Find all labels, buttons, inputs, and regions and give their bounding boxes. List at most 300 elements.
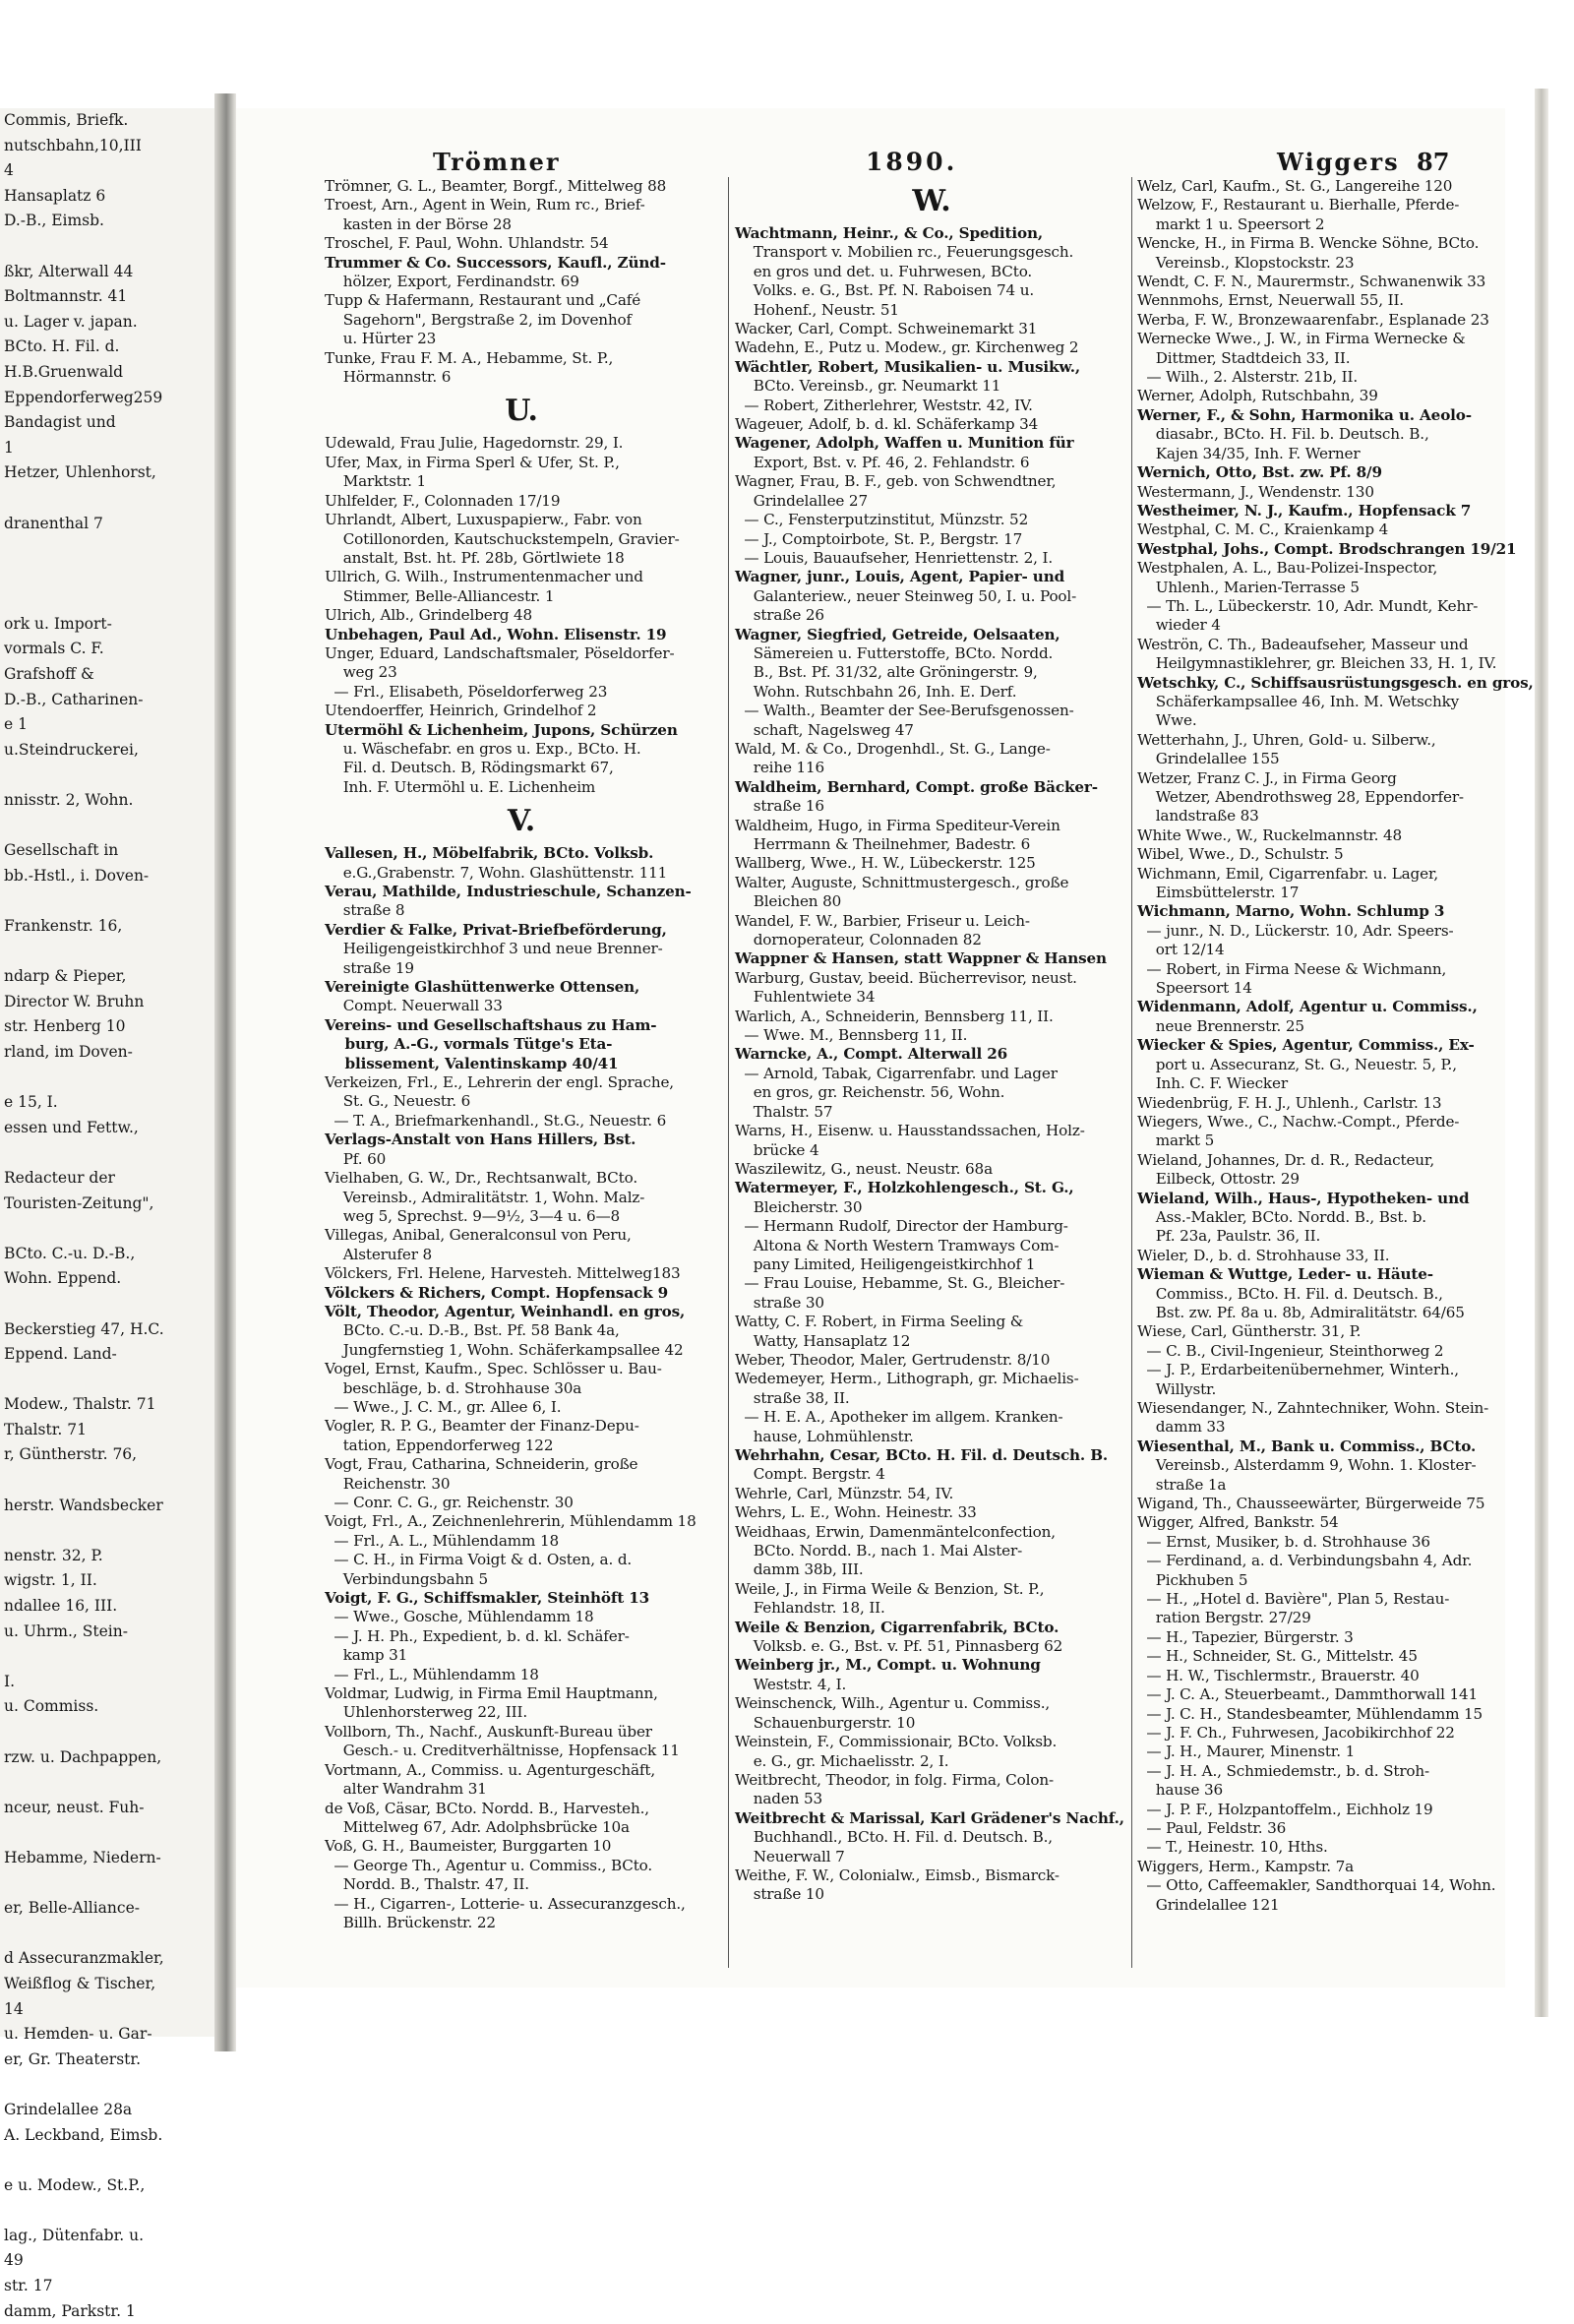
directory-entry-line: damm 38b, III.	[735, 1560, 864, 1579]
directory-entry-line: e. G., gr. Michaelisstr. 2, I.	[735, 1751, 949, 1770]
directory-entry-line: Weidhaas, Erwin, Damenmäntelconfection,	[735, 1522, 1056, 1541]
directory-entry-line: Verkeizen, Frl., E., Lehrerin der engl. Sprache,	[325, 1073, 674, 1092]
directory-entry-line: — Hermann Rudolf, Director der Hamburg-	[735, 1217, 1068, 1236]
page-number: 87	[1417, 148, 1450, 176]
directory-entry-line: Wandel, F. W., Barbier, Friseur u. Leich-	[735, 911, 1030, 930]
page-edge	[1535, 89, 1548, 2017]
directory-entry-line: — Louis, Bauaufseher, Henriettenstr. 2, I.	[735, 548, 1054, 567]
directory-entry-line: diasabr., BCto. H. Fil. b. Deutsch. B.,	[1137, 425, 1429, 444]
directory-entry-line: — Frl., A. L., Mühlendamm 18	[325, 1531, 559, 1550]
directory-entry-line: — C., Fensterputzinstitut, Münzstr. 52	[735, 511, 1029, 529]
directory-entry-line: Wappner & Hansen, statt Wappner & Hansen	[735, 949, 1107, 968]
directory-entry-line: — Otto, Caffeemakler, Sandthorquai 14, Wohn.	[1137, 1876, 1496, 1895]
directory-entry-line: en gros, gr. Reichenstr. 56, Wohn.	[735, 1083, 1005, 1102]
fragment-line: Hansaplatz 6	[4, 186, 106, 205]
directory-entry-line: Weile & Benzion, Cigarrenfabrik, BCto.	[735, 1618, 1059, 1636]
directory-entry-line: hause, Lohmühlenstr.	[735, 1427, 914, 1445]
directory-entry-line: u. Wäschefabr. en gros u. Exp., BCto. H.	[325, 739, 641, 758]
directory-entry-line: weg 23	[325, 663, 397, 682]
directory-entry-line: u. Hürter 23	[325, 330, 437, 348]
directory-entry-line: straße 19	[325, 958, 414, 977]
directory-entry-line: Wageuer, Adolf, b. d. kl. Schäferkamp 34	[735, 415, 1039, 434]
directory-entry-line: blissement, Valentinskamp 40/41	[325, 1054, 619, 1072]
directory-entry-line: Wiecker & Spies, Agentur, Commiss., Ex-	[1137, 1036, 1475, 1055]
letter-heading: V.	[507, 804, 536, 839]
directory-entry-line: Villegas, Anibal, Generalconsul von Peru,	[325, 1226, 632, 1245]
directory-entry-line: Unbehagen, Paul Ad., Wohn. Elisenstr. 19	[325, 625, 667, 643]
directory-entry-line: burg, A.-G., vormals Tütge's Eta-	[325, 1035, 613, 1054]
directory-entry-line: — Wwe., Gosche, Mühlendamm 18	[325, 1608, 594, 1626]
directory-entry-line: Eilbeck, Ottostr. 29	[1137, 1170, 1300, 1189]
directory-entry-line: Dittmer, Stadtdeich 33, II.	[1137, 348, 1351, 367]
directory-entry-line: Weitbrecht, Theodor, in folg. Firma, Colon-	[735, 1770, 1054, 1789]
fragment-line	[4, 536, 222, 562]
directory-column-2	[735, 177, 1128, 1905]
book-gutter	[214, 93, 236, 2051]
directory-entry-line: — J., Comptoirbote, St. P., Bergstr. 17	[735, 529, 1023, 548]
directory-entry-line: kasten in der Börse 28	[325, 214, 512, 233]
directory-entry-line: e.G.,Grabenstr. 7, Wohn. Glashüttenstr. 111	[325, 863, 668, 882]
fragment-line: BCto. H. Fil. d.	[4, 337, 120, 356]
directory-entry-line: Wencke, H., in Firma B. Wencke Söhne, BCto.	[1137, 234, 1480, 253]
directory-entry-line: Troschel, F. Paul, Wohn. Uhlandstr. 54	[325, 234, 609, 253]
directory-entry-line: ort 12/14	[1137, 941, 1225, 959]
directory-column-1	[325, 177, 718, 1932]
directory-entry-line: — Paul, Feldstr. 36	[1137, 1818, 1287, 1837]
directory-entry-line: Wallberg, Wwe., H. W., Lübeckerstr. 125	[735, 854, 1036, 873]
directory-entry-line: Herrmann & Theilnehmer, Badestr. 6	[735, 835, 1031, 853]
directory-entry-line: Cotillonorden, Kautschuckstempeln, Gravier-	[325, 529, 680, 548]
directory-entry-line: hölzer, Export, Ferdinandstr. 69	[325, 273, 579, 291]
directory-entry-line: Export, Bst. v. Pf. 46, 2. Fehlandstr. 6	[735, 453, 1030, 471]
fragment-line: nnisstr. 2, Wohn.	[4, 791, 134, 810]
fragment-line: r, Güntherstr. 76,	[4, 1445, 138, 1464]
directory-entry-line: alter Wandrahm 31	[325, 1780, 487, 1799]
directory-entry-line: Verbindungsbahn 5	[325, 1569, 488, 1588]
directory-entry-line: Wieler, D., b. d. Strohhause 33, II.	[1137, 1246, 1390, 1264]
directory-entry-line: Sämereien u. Futterstoffe, BCto. Nordd.	[735, 643, 1054, 662]
directory-entry-line: Weinberg jr., M., Compt. u. Wohnung	[735, 1656, 1041, 1675]
directory-entry-line: — H. E. A., Apotheker im allgem. Kranken-	[735, 1408, 1063, 1427]
directory-entry-line: Tupp & Hafermann, Restaurant und „Café	[325, 291, 641, 310]
fragment-line: e 1	[4, 715, 28, 734]
directory-entry-line: kamp 31	[325, 1646, 408, 1665]
directory-entry-line: Welz, Carl, Kaufm., St. G., Langereihe 120	[1137, 177, 1453, 195]
directory-entry-line: beschläge, b. d. Strohhause 30a	[325, 1378, 582, 1397]
directory-entry-line: Compt. Bergstr. 4	[735, 1465, 885, 1484]
directory-entry-line: Wetschky, C., Schiffsausrüstungsgesch. en gros,	[1137, 673, 1534, 692]
letter-heading: W.	[912, 184, 951, 218]
directory-entry-line: Wehrs, L. E., Wohn. Heinestr. 33	[735, 1503, 977, 1522]
directory-entry-line: landstraße 83	[1137, 807, 1259, 826]
directory-entry-line: Wennmohs, Ernst, Neuerwall 55, II.	[1137, 291, 1404, 310]
directory-entry-line: en gros und det. u. Fuhrwesen, BCto.	[735, 262, 1033, 280]
directory-entry-line: Wieland, Wilh., Haus-, Hypotheken- und	[1137, 1189, 1470, 1207]
directory-entry-line: — Conr. C. G., gr. Reichenstr. 30	[325, 1494, 574, 1511]
directory-entry-line: — Walth., Beamter der See-Berufsgenossen-	[735, 702, 1074, 720]
fragment-line: Beckerstieg 47, H.C.	[4, 1319, 164, 1338]
directory-entry-line: — Frl., Elisabeth, Pöseldorferweg 23	[325, 682, 608, 701]
directory-entry-line: Widenmann, Adolf, Agentur u. Commiss.,	[1137, 998, 1478, 1016]
directory-entry-line: Werner, Adolph, Rutschbahn, 39	[1137, 387, 1378, 405]
fragment-line: H.B.Gruenwald	[4, 362, 124, 381]
directory-entry-line: Sagehorn", Bergstraße 2, im Dovenhof	[325, 310, 633, 329]
directory-entry-line: pany Limited, Heiligengeistkirchhof 1	[735, 1254, 1036, 1273]
directory-entry-line: Pf. 23a, Paulstr. 36, II.	[1137, 1227, 1321, 1246]
directory-entry-line: Tunke, Frau F. M. A., Hebamme, St. P.,	[325, 348, 614, 367]
directory-entry-line: Bleicherstr. 30	[735, 1197, 863, 1216]
column-divider	[1131, 177, 1132, 1968]
directory-entry-line: — H., „Hotel d. Bavière", Plan 5, Restau-	[1137, 1590, 1450, 1609]
directory-entry-line: wieder 4	[1137, 616, 1221, 635]
directory-entry-line: Watty, C. F. Robert, in Firma Seeling &	[735, 1313, 1024, 1331]
fragment-line: str. 17	[4, 2277, 53, 2295]
directory-entry-line: Unger, Eduard, Landschaftsmaler, Pöseldorfer-	[325, 643, 675, 662]
fragment-line: d Assecuranzmakler,	[4, 1949, 164, 1968]
directory-entry-line: — J. P. F., Holzpantoffelm., Eichholz 19	[1137, 1800, 1433, 1818]
fragment-line: 49	[4, 2251, 24, 2270]
directory-entry-line: Werba, F. W., Bronzewaarenfabr., Esplanade 23	[1137, 310, 1489, 329]
directory-entry-line: Voigt, Frl., A., Zeichnenlehrerin, Mühlendamm 18	[325, 1512, 696, 1531]
directory-entry-line: Wiesenthal, M., Bank u. Commiss., BCto.	[1137, 1437, 1477, 1455]
directory-entry-line: Uhlenh., Marien-Terrasse 5	[1137, 578, 1360, 596]
directory-entry-line: Nordd. B., Thalstr. 47, II.	[325, 1875, 529, 1894]
directory-entry-line: Reichenstr. 30	[325, 1474, 451, 1493]
fragment-line: Hetzer, Uhlenhorst,	[4, 463, 156, 482]
directory-entry-line: BCto. Nordd. B., nach 1. Mai Alster-	[735, 1542, 1023, 1560]
fragment-line: ndallee 16, III.	[4, 1597, 118, 1616]
directory-entry-line: anstalt, Bst. ht. Pf. 28b, Görtlwiete 18	[325, 548, 625, 567]
fragment-line	[4, 814, 222, 839]
fragment-line: Bandagist und	[4, 413, 116, 432]
directory-entry-line: Transport v. Mobilien rc., Feuerungsgesch.	[735, 243, 1074, 262]
directory-entry-line: Weströn, C. Th., Badeaufseher, Masseur und	[1137, 635, 1469, 653]
directory-entry-line: Buchhandl., BCto. H. Fil. d. Deutsch. B.,	[735, 1828, 1053, 1847]
directory-entry-line: Wohn. Rutschbahn 26, Inh. E. Derf.	[735, 682, 1017, 701]
fragment-line: 4	[4, 161, 14, 180]
directory-entry-line: Vereinigte Glashüttenwerke Ottensen,	[325, 978, 640, 997]
directory-entry-line: straße 8	[325, 901, 405, 920]
directory-entry-line: — George Th., Agentur u. Commiss., BCto.	[325, 1856, 653, 1874]
directory-entry-line: Wernich, Otto, Bst. zw. Pf. 8/9	[1137, 463, 1382, 482]
fragment-line: Gesellschaft in	[4, 841, 119, 860]
directory-entry-line: — Th. L., Lübeckerstr. 10, Adr. Mundt, Kehr-	[1137, 596, 1479, 615]
fragment-line: str. Henberg 10	[4, 1017, 126, 1036]
directory-entry-line: — Wwe. M., Bennsberg 11, II.	[735, 1026, 968, 1045]
directory-entry-line: Commiss., BCto. H. Fil. d. Deutsch. B.,	[1137, 1284, 1443, 1303]
directory-entry-line: Voigt, F. G., Schiffsmakler, Steinhöft 13	[325, 1589, 650, 1608]
directory-entry-line: Völckers & Richers, Compt. Hopfensack 9	[325, 1283, 669, 1302]
directory-entry-line: Verau, Mathilde, Industrieschule, Schanzen-	[325, 883, 692, 900]
directory-entry-line: Jungfernstieg 1, Wohn. Schäferkampsallee 42	[325, 1340, 684, 1359]
directory-entry-line: Hörmannstr. 6	[325, 368, 452, 387]
fragment-line: bb.-Hstl., i. Doven-	[4, 866, 150, 885]
directory-entry-line: schaft, Nagelsweg 47	[735, 720, 914, 739]
directory-entry-line: Voldmar, Ludwig, in Firma Emil Hauptmann,	[325, 1684, 658, 1703]
directory-entry-line: Hohenf., Neustr. 51	[735, 300, 899, 319]
directory-entry-line: Wendt, C. F. N., Maurermstr., Schwanenwik 33	[1137, 273, 1486, 291]
fragment-line	[4, 2198, 222, 2224]
directory-entry-line: Vielhaben, G. W., Dr., Rechtsanwalt, BCto.	[325, 1169, 638, 1188]
fragment-line: Grafshoff &	[4, 665, 94, 684]
directory-entry-line: Compt. Neuerwall 33	[325, 997, 503, 1015]
directory-entry-line: — J. C. A., Steuerbeamt., Dammthorwall 141	[1137, 1685, 1479, 1704]
fragment-line: rzw. u. Dachpappen,	[4, 1747, 162, 1766]
directory-entry-line: Weinstein, F., Commissionair, BCto. Volksb.	[735, 1733, 1058, 1751]
directory-entry-line: Wiese, Carl, Güntherstr. 31, P.	[1137, 1322, 1362, 1341]
fragment-line: I.	[4, 1672, 16, 1690]
directory-entry-line: — Frl., L., Mühlendamm 18	[325, 1665, 539, 1683]
directory-entry-line: brücke 4	[735, 1140, 819, 1159]
directory-entry-line: Bleichen 80	[735, 892, 842, 911]
directory-entry-line: Fehlandstr. 18, II.	[735, 1599, 885, 1618]
directory-entry-line: Waszilewitz, G., neust. Neustr. 68a	[735, 1159, 993, 1178]
directory-entry-line: Weile, J., in Firma Weile & Benzion, St. P.,	[735, 1579, 1045, 1598]
directory-entry-line: Wiggers, Herm., Kampstr. 7a	[1137, 1857, 1355, 1875]
fragment-line	[4, 1871, 222, 1897]
fragment-line: 1	[4, 438, 14, 457]
directory-entry-line: port u. Assecuranz, St. G., Neuestr. 5, P.,	[1137, 1055, 1457, 1073]
fragment-line: nutschbahn,10,III	[4, 136, 142, 154]
directory-entry-line: naden 53	[735, 1790, 822, 1808]
directory-entry-line: Willystr.	[1137, 1379, 1217, 1398]
directory-entry-line: Heiligengeistkirchhof 3 und neue Brenner-	[325, 940, 663, 958]
directory-entry-line: Wächtler, Robert, Musikalien- u. Musikw.,	[735, 357, 1081, 376]
fragment-line	[4, 940, 222, 965]
directory-entry-line: Völt, Theodor, Agentur, Weinhandl. en gros,	[325, 1302, 686, 1320]
fragment-line: Wohn. Eppend.	[4, 1269, 122, 1288]
directory-entry-line: Warns, H., Eisenw. u. Hausstandssachen, Holz-	[735, 1122, 1085, 1140]
fragment-line	[4, 2148, 222, 2173]
directory-entry-line: Watermeyer, F., Holzkohlengesch., St. G.,	[735, 1179, 1074, 1197]
fragment-line: e 15, I.	[4, 1093, 58, 1112]
directory-entry-line: Wald, M. & Co., Drogenhdl., St. G., Lange-	[735, 739, 1051, 758]
fragment-line: ork u. Import-	[4, 614, 112, 633]
directory-entry-line: straße 26	[735, 606, 824, 625]
directory-entry-line: Wacker, Carl, Compt. Schweinemarkt 31	[735, 320, 1038, 338]
directory-entry-line: Wagner, Siegfried, Getreide, Oelsaaten,	[735, 625, 1060, 643]
directory-entry-line: — J. C. H., Standesbeamter, Mühlendamm 15	[1137, 1704, 1483, 1723]
directory-entry-line: Stimmer, Belle-Alliancestr. 1	[325, 586, 555, 605]
directory-entry-line: Wagener, Adolph, Waffen u. Munition für	[735, 434, 1074, 453]
directory-entry-line: Wigger, Alfred, Bankstr. 54	[1137, 1513, 1339, 1532]
directory-entry-line: Alsterufer 8	[325, 1245, 433, 1263]
directory-entry-line: — Wwe., J. C. M., gr. Allee 6, I.	[325, 1397, 562, 1416]
fragment-line: e u. Modew., St.P.,	[4, 2175, 146, 2194]
directory-entry-line: — J. P., Erdarbeitenübernehmer, Winterh.,	[1137, 1361, 1459, 1379]
directory-entry-line: Wetzer, Abendrothsweg 28, Eppendorfer-	[1137, 788, 1464, 806]
directory-entry-line: — T. A., Briefmarkenhandl., St.G., Neuestr. 6	[325, 1111, 667, 1130]
directory-entry-line: Verlags-Anstalt von Hans Hillers, Bst.	[325, 1131, 636, 1149]
directory-entry-line: Weitbrecht & Marissal, Karl Grädener's Nachf.,	[735, 1808, 1124, 1827]
fragment-line: dranenthal 7	[4, 514, 103, 532]
fragment-line: er, Gr. Theaterstr.	[4, 2049, 142, 2068]
directory-entry-line: hause 36	[1137, 1781, 1224, 1800]
directory-entry-line: Grindelallee 121	[1137, 1895, 1280, 1914]
directory-entry-line: — C. B., Civil-Ingenieur, Steinthorweg 2	[1137, 1341, 1444, 1360]
directory-entry-line: Vereinsb., Alsterdamm 9, Wohn. 1. Kloster-	[1137, 1456, 1477, 1475]
directory-entry-line: Westphal, Johs., Compt. Brodschrangen 19/21	[1137, 539, 1517, 558]
directory-entry-line: Warncke, A., Compt. Alterwall 26	[735, 1045, 1008, 1064]
fragment-line	[4, 1468, 222, 1494]
directory-entry-line: Walter, Auguste, Schnittmustergesch., große	[735, 873, 1069, 891]
directory-entry-line: Westphalen, A. L., Bau-Polizei-Inspector,	[1137, 559, 1438, 578]
directory-column-3	[1137, 177, 1534, 1915]
fragment-line	[4, 586, 222, 612]
directory-entry-line: straße 38, II.	[735, 1388, 850, 1407]
directory-entry-line: Gesch.- u. Creditverhältnisse, Hopfensack 11	[325, 1742, 680, 1760]
fragment-line	[4, 1066, 222, 1091]
directory-entry-line: Wehrle, Carl, Münzstr. 54, IV.	[735, 1484, 954, 1502]
directory-entry-line: Vogler, R. P. G., Beamter der Finanz-Depu-	[325, 1417, 639, 1436]
directory-entry-line: Wiegers, Wwe., C., Nachw.-Compt., Pferde-	[1137, 1112, 1460, 1131]
directory-entry-line: Vereinsb., Klopstockstr. 23	[1137, 253, 1355, 272]
directory-entry-line: — H., Schneider, St. G., Mittelstr. 45	[1137, 1647, 1418, 1666]
directory-entry-line: markt 5	[1137, 1131, 1215, 1150]
directory-entry-line: Galanteriew., neuer Steinweg 50, I. u. Pool-	[735, 586, 1077, 605]
fragment-line: BCto. C.-u. D.-B.,	[4, 1244, 136, 1262]
directory-entry-line: — Robert, in Firma Neese & Wichmann,	[1137, 959, 1447, 978]
directory-entry-line: ration Bergstr. 27/29	[1137, 1609, 1311, 1627]
fragment-line: Eppend. Land-	[4, 1345, 117, 1364]
directory-entry-line: Werner, F., & Sohn, Harmonika u. Aeolo-	[1137, 405, 1472, 424]
letter-heading: U.	[505, 394, 538, 429]
directory-entry-line: Fil. d. Deutsch. B, Rödingsmarkt 67,	[325, 759, 614, 777]
directory-entry-line: Wetterhahn, J., Uhren, Gold- u. Silberw.,	[1137, 730, 1436, 749]
directory-entry-line: Marktstr. 1	[325, 472, 427, 491]
directory-entry-line: Westphal, C. M. C., Kraienkamp 4	[1137, 520, 1389, 539]
directory-entry-line: Grindelallee 155	[1137, 750, 1280, 768]
directory-entry-line: Wiedenbrüg, F. H. J., Uhlenh., Carlstr. 13	[1137, 1093, 1442, 1112]
directory-entry-line: Ass.-Makler, BCto. Nordd. B., Bst. b.	[1137, 1207, 1426, 1226]
directory-entry-line: Waldheim, Bernhard, Compt. große Bäcker-	[735, 777, 1098, 796]
directory-entry-line: tation, Eppendorferweg 122	[325, 1436, 554, 1454]
directory-entry-line: BCto. C.-u. D.-B., Bst. Pf. 58 Bank 4a,	[325, 1321, 620, 1340]
directory-entry-line: — T., Heinestr. 10, Hths.	[1137, 1838, 1328, 1857]
directory-entry-line: Vogel, Ernst, Kaufm., Spec. Schlösser u. Bau-	[325, 1360, 662, 1378]
directory-entry-line: Wagner, Frau, B. F., geb. von Schwendtner,	[735, 472, 1057, 491]
directory-entry-line: — junr., N. D., Lückerstr. 10, Adr. Speers-	[1137, 921, 1454, 940]
fragment-line: Hebamme, Niedern-	[4, 1848, 161, 1866]
directory-entry-line: Pf. 60	[325, 1149, 387, 1168]
fragment-line	[4, 1922, 222, 1947]
directory-entry-line: Schäferkampsallee 46, Inh. M. Wetschky	[1137, 692, 1460, 710]
directory-entry-line: Udewald, Frau Julie, Hagedornstr. 29, I.	[325, 434, 624, 453]
directory-entry-line: Wetzer, Franz C. J., in Firma Georg	[1137, 768, 1397, 787]
directory-entry-line: Westermann, J., Wendenstr. 130	[1137, 482, 1374, 501]
directory-entry-line: straße 10	[735, 1885, 824, 1904]
directory-entry-line: St. G., Neuestr. 6	[325, 1092, 471, 1111]
fragment-line	[4, 1140, 222, 1166]
directory-entry-line: Uhlfelder, F., Colonnaden 17/19	[325, 491, 561, 510]
directory-entry-line: Grindelallee 27	[735, 491, 868, 510]
fragment-line: Thalstr. 71	[4, 1420, 87, 1438]
directory-entry-line: — J. H. Ph., Expedient, b. d. kl. Schäfer-	[325, 1626, 630, 1645]
directory-entry-line: — H. W., Tischlermstr., Brauerstr. 40	[1137, 1666, 1420, 1684]
fragment-line: u. Uhrm., Stein-	[4, 1621, 128, 1640]
directory-entry-line: Uhrlandt, Albert, Luxuspapierw., Fabr. von	[325, 511, 642, 529]
left-page-fragment	[0, 108, 222, 2320]
fragment-line: nceur, neust. Fuh-	[4, 1798, 145, 1816]
fragment-line	[4, 1292, 222, 1317]
directory-entry-line: straße 30	[735, 1293, 824, 1312]
fragment-line	[4, 2072, 222, 2098]
fragment-line: Weißflog & Tischer,	[4, 1974, 156, 1992]
directory-entry-line: Vogt, Frau, Catharina, Schneiderin, große	[325, 1455, 638, 1474]
directory-entry-line: Mittelweg 67, Adr. Adolphsbrücke 10a	[325, 1817, 630, 1836]
fragment-line: lag., Dütenfabr. u.	[4, 2226, 145, 2244]
directory-entry-line: Heilgymnastiklehrer, gr. Bleichen 33, H. 1, IV.	[1137, 654, 1497, 673]
directory-entry-line: Wichmann, Marno, Wohn. Schlump 3	[1137, 902, 1445, 921]
fragment-line: herstr. Wandsbecker	[4, 1496, 163, 1514]
fragment-line: ßkr, Alterwall 44	[4, 262, 134, 280]
directory-entry-line: — C. H., in Firma Voigt & d. Osten, a. d.	[325, 1551, 633, 1569]
directory-entry-line: de Voß, Cäsar, BCto. Nordd. B., Harvesteh.,	[325, 1799, 649, 1817]
directory-entry-line: Weststr. 4, I.	[735, 1675, 847, 1693]
fragment-line	[4, 1518, 222, 1544]
directory-entry-line: Weber, Theodor, Maler, Gertrudenstr. 8/10	[735, 1350, 1051, 1369]
directory-entry-line: Vereins- und Gesellschaftshaus zu Ham-	[325, 1015, 657, 1034]
directory-entry-line: dornoperateur, Colonnaden 82	[735, 931, 982, 949]
directory-entry-line: — Arnold, Tabak, Cigarrenfabr. und Lager	[735, 1064, 1058, 1082]
directory-entry-line: Trummer & Co. Successors, Kaufl., Zünd-	[325, 253, 666, 272]
fragment-line: Eppendorferweg259	[4, 388, 163, 406]
directory-entry-line: Weithe, F. W., Colonialw., Eimsb., Bismarck-	[735, 1865, 1059, 1884]
directory-entry-line: Volksb. e. G., Bst. v. Pf. 51, Pinnasberg 62	[735, 1637, 1063, 1656]
fragment-line	[4, 763, 222, 788]
fragment-line	[4, 1368, 222, 1393]
directory-entry-line: Völckers, Frl. Helene, Harvesteh. Mittelweg183	[325, 1264, 681, 1283]
directory-entry-line: BCto. Vereinsb., gr. Neumarkt 11	[735, 377, 1001, 396]
directory-entry-line: Kajen 34/35, Inh. F. Werner	[1137, 444, 1361, 462]
fragment-line: er, Belle-Alliance-	[4, 1899, 141, 1918]
directory-entry-line: Schauenburgerstr. 10	[735, 1713, 916, 1732]
directory-entry-line: — Robert, Zitherlehrer, Weststr. 42, IV.	[735, 396, 1033, 414]
directory-entry-line: Vollborn, Th., Nachf., Auskunft-Bureau über	[325, 1722, 652, 1741]
directory-entry-line: — Frau Louise, Hebamme, St. G., Bleicher-	[735, 1274, 1065, 1293]
directory-entry-line: Wieman & Wuttge, Leder- u. Häute-	[1137, 1265, 1433, 1284]
directory-entry-line: — Ferdinand, a. d. Verbindungsbahn 4, Adr.	[1137, 1552, 1473, 1570]
fragment-line: u.Steindruckerei,	[4, 740, 139, 759]
directory-entry-line: Wiesendanger, N., Zahntechniker, Wohn. Stein-	[1137, 1399, 1489, 1417]
directory-entry-line: Wedemeyer, Herm., Lithograph, gr. Michaelis-	[735, 1370, 1079, 1388]
fragment-line: rland, im Doven-	[4, 1042, 133, 1061]
directory-entry-line: markt 1 u. Speersort 2	[1137, 214, 1325, 233]
fragment-line	[4, 1644, 222, 1670]
directory-entry-line: Wernecke Wwe., J. W., in Firma Wernecke &	[1137, 330, 1466, 348]
fragment-line: Touristen-Zeitung",	[4, 1193, 154, 1212]
header-right-catchword: Wiggers	[1277, 148, 1400, 176]
fragment-line: Grindelallee 28a	[4, 2100, 133, 2118]
directory-entry-line: Welzow, F., Restaurant u. Bierhalle, Pferde-	[1137, 196, 1460, 214]
directory-entry-line: Westheimer, N. J., Kaufm., Hopfensack 7	[1137, 501, 1472, 520]
directory-entry-line: Warlich, A., Schneiderin, Bennsberg 11, II.	[735, 1007, 1054, 1025]
directory-entry-line: Uhlenhorsterweg 22, III.	[325, 1703, 527, 1722]
fragment-line	[4, 1216, 222, 1242]
directory-entry-line: Watty, Hansaplatz 12	[735, 1331, 911, 1350]
fragment-line: u. Commiss.	[4, 1697, 99, 1716]
directory-entry-line: — Wilh., 2. Alsterstr. 21b, II.	[1137, 368, 1359, 387]
directory-entry-line: Wieland, Johannes, Dr. d. R., Redacteur,	[1137, 1150, 1435, 1169]
directory-entry-line: Voß, G. H., Baumeister, Burggarten 10	[325, 1837, 612, 1856]
directory-entry-line: Fuhlentwiete 34	[735, 988, 876, 1007]
fragment-line: Director W. Bruhn	[4, 992, 145, 1010]
directory-entry-line: Wigand, Th., Chausseewärter, Bürgerweide 75	[1137, 1495, 1485, 1513]
fragment-line: Boltmannstr. 41	[4, 287, 128, 306]
fragment-line	[4, 562, 222, 587]
directory-entry-line: Vereinsb., Admiralitätstr. 1, Wohn. Malz-	[325, 1188, 645, 1206]
directory-entry-line: Wadehn, E., Putz u. Modew., gr. Kirchenweg 2	[735, 338, 1079, 357]
